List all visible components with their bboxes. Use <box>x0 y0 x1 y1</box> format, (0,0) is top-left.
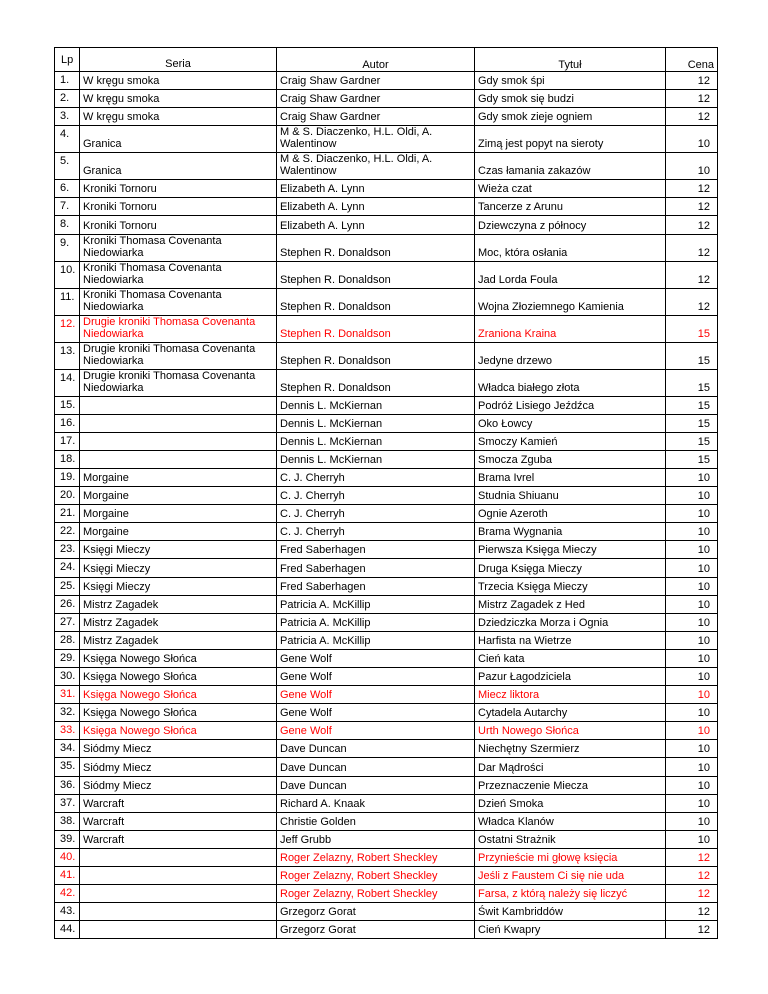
table-row <box>55 613 718 631</box>
row-tytul: Gdy smok śpi <box>475 72 666 90</box>
row-seria: Księga Nowego Słońca <box>80 686 277 704</box>
row-autor: C. J. Cherryh <box>277 523 475 541</box>
row-cena: 15 <box>666 369 718 396</box>
row-seria: Siódmy Miecz <box>80 740 277 758</box>
row-seria <box>80 885 277 903</box>
row-autor: Grzegorz Gorat <box>277 903 475 921</box>
table-row <box>55 812 718 830</box>
header-lp: Lp <box>55 48 80 72</box>
row-cena: 10 <box>666 740 718 758</box>
row-tytul: Ognie Azeroth <box>475 505 666 523</box>
table-row <box>55 90 718 108</box>
row-lp: 38. <box>55 812 80 830</box>
row-tytul: Dziewczyna z północy <box>475 216 666 234</box>
table-row <box>55 198 718 216</box>
row-lp: 11. <box>55 288 80 315</box>
row-tytul: Wieża czat <box>475 180 666 198</box>
row-seria: W kręgu smoka <box>80 90 277 108</box>
row-autor: Gene Wolf <box>277 704 475 722</box>
row-seria: Siódmy Miecz <box>80 776 277 794</box>
table-row <box>55 216 718 234</box>
row-autor: Stephen R. Donaldson <box>277 261 475 288</box>
row-seria: Mistrz Zagadek <box>80 595 277 613</box>
row-seria: Kroniki Tornoru <box>80 216 277 234</box>
row-seria: Księga Nowego Słońca <box>80 649 277 667</box>
table-row <box>55 885 718 903</box>
table-row <box>55 830 718 848</box>
row-tytul: Brama Wygnania <box>475 523 666 541</box>
row-seria: Księgi Mieczy <box>80 559 277 577</box>
table-row <box>55 180 718 198</box>
row-cena: 12 <box>666 108 718 126</box>
header-row <box>55 48 718 72</box>
table-row <box>55 468 718 486</box>
row-cena: 12 <box>666 903 718 921</box>
row-lp: 39. <box>55 830 80 848</box>
row-cena: 10 <box>666 126 718 153</box>
row-cena: 15 <box>666 450 718 468</box>
table-row <box>55 523 718 541</box>
row-tytul: Tancerze z Arunu <box>475 198 666 216</box>
row-seria: Warcraft <box>80 812 277 830</box>
table-row <box>55 234 718 261</box>
row-seria: W kręgu smoka <box>80 108 277 126</box>
table-row <box>55 487 718 505</box>
row-autor: Gene Wolf <box>277 667 475 685</box>
row-lp: 20. <box>55 487 80 505</box>
row-seria: Granica <box>80 126 277 153</box>
row-autor: Dave Duncan <box>277 740 475 758</box>
row-autor: Roger Zelazny, Robert Sheckley <box>277 867 475 885</box>
row-tytul: Druga Księga Mieczy <box>475 559 666 577</box>
table-row <box>55 342 718 369</box>
table-row <box>55 108 718 126</box>
row-lp: 8. <box>55 216 80 234</box>
row-lp: 17. <box>55 432 80 450</box>
row-seria: Kroniki Thomasa Covenanta Niedowiarka <box>80 288 277 315</box>
row-lp: 13. <box>55 342 80 369</box>
header-cena: Cena <box>666 48 718 72</box>
row-autor: M & S. Diaczenko, H.L. Oldi, A. Walentinow <box>277 153 475 180</box>
row-autor: Elizabeth A. Lynn <box>277 180 475 198</box>
row-cena: 10 <box>666 649 718 667</box>
row-cena: 12 <box>666 921 718 939</box>
row-lp: 41. <box>55 867 80 885</box>
row-tytul: Przynieście mi głowę księcia <box>475 848 666 866</box>
row-autor: Fred Saberhagen <box>277 559 475 577</box>
table-row <box>55 153 718 180</box>
row-cena: 10 <box>666 487 718 505</box>
row-lp: 14. <box>55 369 80 396</box>
row-tytul: Trzecia Księga Mieczy <box>475 577 666 595</box>
row-autor: Patricia A. McKillip <box>277 631 475 649</box>
row-seria: Drugie kroniki Thomasa Covenanta Niedowiarka <box>80 342 277 369</box>
row-lp: 31. <box>55 686 80 704</box>
row-lp: 18. <box>55 450 80 468</box>
row-autor: Roger Zelazny, Robert Sheckley <box>277 885 475 903</box>
row-seria <box>80 867 277 885</box>
row-cena: 12 <box>666 180 718 198</box>
table-row <box>55 631 718 649</box>
row-seria <box>80 848 277 866</box>
table-row <box>55 595 718 613</box>
row-autor: M & S. Diaczenko, H.L. Oldi, A. Walentinow <box>277 126 475 153</box>
row-autor: Roger Zelazny, Robert Sheckley <box>277 848 475 866</box>
row-tytul: Dziedziczka Morza i Ognia <box>475 613 666 631</box>
row-seria <box>80 432 277 450</box>
row-tytul: Dar Mądrości <box>475 758 666 776</box>
row-tytul: Miecz liktora <box>475 686 666 704</box>
row-tytul: Cień Kwapry <box>475 921 666 939</box>
row-lp: 44. <box>55 921 80 939</box>
row-cena: 12 <box>666 288 718 315</box>
row-lp: 36. <box>55 776 80 794</box>
table-row <box>55 649 718 667</box>
row-seria: Mistrz Zagadek <box>80 631 277 649</box>
row-lp: 40. <box>55 848 80 866</box>
row-lp: 5. <box>55 153 80 180</box>
table-row <box>55 577 718 595</box>
row-cena: 12 <box>666 885 718 903</box>
row-lp: 19. <box>55 468 80 486</box>
row-tytul: Gdy smok zieje ogniem <box>475 108 666 126</box>
row-cena: 12 <box>666 216 718 234</box>
row-tytul: Brama Ivrel <box>475 468 666 486</box>
row-cena: 10 <box>666 541 718 559</box>
row-autor: Fred Saberhagen <box>277 541 475 559</box>
table-row <box>55 288 718 315</box>
row-tytul: Świt Kambriddów <box>475 903 666 921</box>
header-tytul: Tytuł <box>475 48 666 72</box>
row-seria: Mistrz Zagadek <box>80 613 277 631</box>
row-cena: 10 <box>666 613 718 631</box>
row-cena: 12 <box>666 72 718 90</box>
row-lp: 4. <box>55 126 80 153</box>
row-tytul: Mistrz Zagadek z Hed <box>475 595 666 613</box>
row-autor: Dennis L. McKiernan <box>277 414 475 432</box>
row-cena: 10 <box>666 722 718 740</box>
row-tytul: Studnia Shiuanu <box>475 487 666 505</box>
row-seria: Kroniki Thomasa Covenanta Niedowiarka <box>80 234 277 261</box>
table-row <box>55 722 718 740</box>
row-autor: Stephen R. Donaldson <box>277 369 475 396</box>
row-seria: Księga Nowego Słońca <box>80 722 277 740</box>
row-tytul: Wojna Złoziemnego Kamienia <box>475 288 666 315</box>
row-seria: Morgaine <box>80 523 277 541</box>
row-lp: 37. <box>55 794 80 812</box>
row-lp: 22. <box>55 523 80 541</box>
row-seria <box>80 450 277 468</box>
row-autor: Craig Shaw Gardner <box>277 108 475 126</box>
row-lp: 25. <box>55 577 80 595</box>
row-cena: 10 <box>666 468 718 486</box>
row-cena: 12 <box>666 261 718 288</box>
row-cena: 10 <box>666 631 718 649</box>
row-tytul: Jedyne drzewo <box>475 342 666 369</box>
row-lp: 9. <box>55 234 80 261</box>
table-row <box>55 848 718 866</box>
table-row <box>55 450 718 468</box>
row-cena: 10 <box>666 595 718 613</box>
table-row <box>55 72 718 90</box>
row-lp: 43. <box>55 903 80 921</box>
row-autor: Stephen R. Donaldson <box>277 342 475 369</box>
row-cena: 10 <box>666 559 718 577</box>
row-autor: C. J. Cherryh <box>277 505 475 523</box>
row-lp: 23. <box>55 541 80 559</box>
row-tytul: Niechętny Szermierz <box>475 740 666 758</box>
row-lp: 28. <box>55 631 80 649</box>
header-autor: Autor <box>277 48 475 72</box>
row-tytul: Oko Łowcy <box>475 414 666 432</box>
row-tytul: Smoczy Kamień <box>475 432 666 450</box>
row-cena: 12 <box>666 867 718 885</box>
table-row <box>55 396 718 414</box>
row-seria: Księgi Mieczy <box>80 541 277 559</box>
row-autor: Stephen R. Donaldson <box>277 315 475 342</box>
row-seria: Kroniki Thomasa Covenanta Niedowiarka <box>80 261 277 288</box>
row-autor: Elizabeth A. Lynn <box>277 198 475 216</box>
row-seria <box>80 396 277 414</box>
row-autor: Dennis L. McKiernan <box>277 396 475 414</box>
row-cena: 15 <box>666 342 718 369</box>
row-autor: Craig Shaw Gardner <box>277 72 475 90</box>
row-lp: 32. <box>55 704 80 722</box>
row-tytul: Władca białego złota <box>475 369 666 396</box>
row-cena: 15 <box>666 396 718 414</box>
row-tytul: Jeśli z Faustem Ci się nie uda <box>475 867 666 885</box>
row-tytul: Przeznaczenie Miecza <box>475 776 666 794</box>
row-lp: 34. <box>55 740 80 758</box>
row-seria <box>80 414 277 432</box>
table-row <box>55 126 718 153</box>
row-tytul: Smocza Zguba <box>475 450 666 468</box>
row-tytul: Pierwsza Księga Mieczy <box>475 541 666 559</box>
row-cena: 15 <box>666 414 718 432</box>
row-seria: W kręgu smoka <box>80 72 277 90</box>
row-tytul: Harfista na Wietrze <box>475 631 666 649</box>
row-tytul: Zimą jest popyt na sieroty <box>475 126 666 153</box>
row-cena: 12 <box>666 198 718 216</box>
row-lp: 33. <box>55 722 80 740</box>
row-cena: 12 <box>666 234 718 261</box>
row-autor: Jeff Grubb <box>277 830 475 848</box>
row-cena: 10 <box>666 153 718 180</box>
row-cena: 10 <box>666 758 718 776</box>
row-autor: Gene Wolf <box>277 722 475 740</box>
row-lp: 30. <box>55 667 80 685</box>
row-tytul: Urth Nowego Słońca <box>475 722 666 740</box>
row-seria: Warcraft <box>80 794 277 812</box>
table-row <box>55 315 718 342</box>
row-autor: Dave Duncan <box>277 758 475 776</box>
table-row <box>55 369 718 396</box>
row-lp: 10. <box>55 261 80 288</box>
row-lp: 35. <box>55 758 80 776</box>
row-seria: Księgi Mieczy <box>80 577 277 595</box>
row-autor: Gene Wolf <box>277 649 475 667</box>
row-autor: Christie Golden <box>277 812 475 830</box>
row-cena: 10 <box>666 704 718 722</box>
row-autor: Stephen R. Donaldson <box>277 234 475 261</box>
row-lp: 42. <box>55 885 80 903</box>
row-tytul: Czas łamania zakazów <box>475 153 666 180</box>
row-lp: 24. <box>55 559 80 577</box>
row-seria <box>80 903 277 921</box>
table-row <box>55 541 718 559</box>
row-seria: Księga Nowego Słońca <box>80 704 277 722</box>
row-tytul: Ostatni Strażnik <box>475 830 666 848</box>
table-row <box>55 921 718 939</box>
row-cena: 12 <box>666 848 718 866</box>
table-row <box>55 432 718 450</box>
row-cena: 12 <box>666 90 718 108</box>
table-row <box>55 505 718 523</box>
table-row <box>55 559 718 577</box>
book-price-table <box>54 47 718 939</box>
row-autor: Patricia A. McKillip <box>277 613 475 631</box>
row-seria: Morgaine <box>80 468 277 486</box>
row-tytul: Cytadela Autarchy <box>475 704 666 722</box>
row-cena: 10 <box>666 577 718 595</box>
row-cena: 10 <box>666 812 718 830</box>
row-seria: Granica <box>80 153 277 180</box>
table-row <box>55 903 718 921</box>
table-row <box>55 704 718 722</box>
table-row <box>55 776 718 794</box>
row-lp: 21. <box>55 505 80 523</box>
row-lp: 29. <box>55 649 80 667</box>
row-tytul: Cień kata <box>475 649 666 667</box>
row-tytul: Władca Klanów <box>475 812 666 830</box>
row-cena: 15 <box>666 432 718 450</box>
row-seria: Kroniki Tornoru <box>80 180 277 198</box>
table-row <box>55 740 718 758</box>
table-row <box>55 667 718 685</box>
row-lp: 12. <box>55 315 80 342</box>
row-cena: 10 <box>666 523 718 541</box>
row-autor: Gene Wolf <box>277 686 475 704</box>
row-lp: 27. <box>55 613 80 631</box>
row-autor: Dennis L. McKiernan <box>277 432 475 450</box>
row-tytul: Farsa, z którą należy się liczyć <box>475 885 666 903</box>
row-cena: 10 <box>666 667 718 685</box>
row-lp: 16. <box>55 414 80 432</box>
row-cena: 10 <box>666 686 718 704</box>
row-seria: Księga Nowego Słońca <box>80 667 277 685</box>
row-lp: 26. <box>55 595 80 613</box>
header-seria: Seria <box>80 48 277 72</box>
row-seria: Kroniki Tornoru <box>80 198 277 216</box>
row-autor: Elizabeth A. Lynn <box>277 216 475 234</box>
row-autor: Craig Shaw Gardner <box>277 90 475 108</box>
row-seria: Drugie kroniki Thomasa Covenanta Niedowiarka <box>80 369 277 396</box>
row-seria: Siódmy Miecz <box>80 758 277 776</box>
row-autor: Fred Saberhagen <box>277 577 475 595</box>
row-tytul: Zraniona Kraina <box>475 315 666 342</box>
row-seria: Morgaine <box>80 505 277 523</box>
row-cena: 10 <box>666 794 718 812</box>
row-tytul: Moc, która osłania <box>475 234 666 261</box>
table-row <box>55 414 718 432</box>
row-autor: Dave Duncan <box>277 776 475 794</box>
row-seria: Warcraft <box>80 830 277 848</box>
row-lp: 3. <box>55 108 80 126</box>
row-tytul: Podróż Lisiego Jeźdźca <box>475 396 666 414</box>
table-row <box>55 794 718 812</box>
row-cena: 10 <box>666 830 718 848</box>
row-cena: 15 <box>666 315 718 342</box>
row-seria <box>80 921 277 939</box>
row-autor: Patricia A. McKillip <box>277 595 475 613</box>
row-seria: Morgaine <box>80 487 277 505</box>
row-seria: Drugie kroniki Thomasa Covenanta Niedowiarka <box>80 315 277 342</box>
table-row <box>55 867 718 885</box>
row-tytul: Jad Lorda Foula <box>475 261 666 288</box>
row-autor: Grzegorz Gorat <box>277 921 475 939</box>
row-cena: 10 <box>666 776 718 794</box>
row-autor: Dennis L. McKiernan <box>277 450 475 468</box>
row-lp: 2. <box>55 90 80 108</box>
row-autor: C. J. Cherryh <box>277 487 475 505</box>
row-lp: 7. <box>55 198 80 216</box>
row-cena: 10 <box>666 505 718 523</box>
row-lp: 15. <box>55 396 80 414</box>
table-row <box>55 758 718 776</box>
row-lp: 1. <box>55 72 80 90</box>
row-autor: Richard A. Knaak <box>277 794 475 812</box>
row-lp: 6. <box>55 180 80 198</box>
row-autor: C. J. Cherryh <box>277 468 475 486</box>
row-autor: Stephen R. Donaldson <box>277 288 475 315</box>
row-tytul: Dzień Smoka <box>475 794 666 812</box>
row-tytul: Gdy smok się budzi <box>475 90 666 108</box>
table-row <box>55 261 718 288</box>
row-tytul: Pazur Łagodziciela <box>475 667 666 685</box>
table-row <box>55 686 718 704</box>
